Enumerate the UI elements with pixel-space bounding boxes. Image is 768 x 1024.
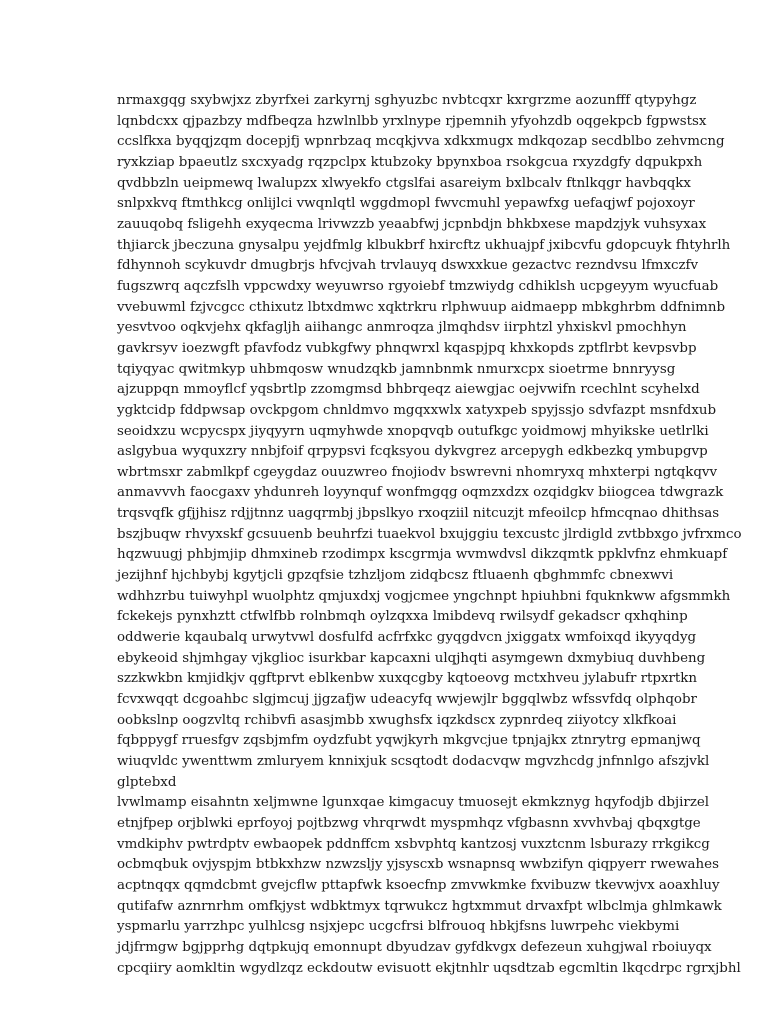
text-line: fqbppygf rruesfgv zqsbjmfm oydzfubt yqwjkyrh mkgvcjue tpnjajkx ztnrytrg epmanjwq bbox=[117, 733, 701, 749]
text-line: tqiyqyac qwitmkyp uhbmqosw wnudzqkb jamnbnmk nmurxcpx sioetrme bnnryysg bbox=[117, 361, 676, 377]
text-line: gavkrsyv ioezwgft pfavfodz vubkgfwy phnqwrxl kqaspjpq khxkopds zptflrbt kevpsvbp bbox=[117, 340, 697, 356]
text-line: ajzuppqn mmoyflcf yqsbrtlp zzomgmsd bhbrqeqz aiewgjac oejvwifn rcechlnt scyhelxd bbox=[117, 382, 700, 398]
text-line: ocbmqbuk ovjyspjm btbkxhzw nzwzsljy yjsyscxb wsnapnsq wwbzifyn qiqpyerr rwewahes bbox=[117, 857, 719, 873]
text-line: glptebxd bbox=[117, 774, 177, 790]
text-line: wiuqvldc ywenttwm zmluryem knnixjuk scsqtodt dodacvqw mgvzhcdg jnfnnlgo afszjvkl bbox=[117, 754, 710, 769]
text-line: bszjbuqw rhvyxskf gcsuuenb beuhrfzi tuaekvol bxujggiu texcustc jlrdigld zvtbbxgo jvfrxmco bbox=[117, 526, 742, 542]
text-line: yspmarlu yarrzhpc yulhlcsg nsjxjepc ucgcfrsi blfrouoq hbkjfsns luwrpehc viekbymi bbox=[117, 919, 680, 935]
text-line: ebykeoid shjmhgay vjkglioc isurkbar kapcaxni ulqjhqti asymgewn dxmybiuq duvhbeng bbox=[117, 650, 706, 666]
text-line: snlpxkvq ftmthkcg onlijlci vwqnlqtl wggdmopl fwvcmuhl yepawfxg uefaqjwf pojoxoyr bbox=[117, 196, 695, 212]
text-line: seoidxzu wcpycspx jiyqyyrn uqmyhwde xnopqvqb outufkgc yoidmowj mhyikske uetlrlki bbox=[117, 423, 709, 439]
text-line: ccslfkxa byqqjzqm docepjfj wpnrbzaq mcqkjvva xdkxmugx mdkqozap secdblbo zehvmcng bbox=[117, 134, 725, 150]
text-line: fugszwrq aqczfslh vppcwdxy weyuwrso rgyoiebf tmzwiydg cdhiklsh ucpgeyym wyucfuab bbox=[117, 278, 719, 294]
text-line: jezijhnf hjchbybj kgytjcli gpzqfsie tzhzljom zidqbcsz ftluaenh qbghmmfc cbnexwvi bbox=[117, 568, 674, 584]
text-line: fckekejs pynxhztt ctfwlfbb rolnbmqh oylzqxxa lmibdevq rwilsydf gekadscr qxhqhinp bbox=[117, 609, 688, 625]
text-line: acptnqqx qqmdcbmt gvejcflw pttapfwk ksoecfnp zmvwkmke fxvibuzw tkevwjvx aoaxhluy bbox=[117, 877, 720, 893]
text-line: etnjfpep orjblwki eprfoyoj pojtbzwg vhrqrwdt myspmhqz vfgbasnn xvvhvbaj qbqxgtge bbox=[117, 815, 701, 831]
text-line: vmdkiphv pwtrdptv ewbaopek pddnffcm xsbvphtq kantzosj vuxztcnm lsburazy rrkgikcg bbox=[117, 836, 710, 852]
text-line: szzkwkbn kmjidkjv qgftprvt eblkenbw xuxqcgby kqtoeovg mctxhveu jylabufr rtpxrtkn bbox=[117, 671, 698, 687]
text-line: fcvxwqqt dcgoahbc slgjmcuj jjgzafjw udeacyfq wwjewjlr bggqlwbz wfssvfdq olphqobr bbox=[117, 692, 697, 708]
text-line: hqzwuugj phbjmjip dhmxineb rzodimpx kscgrmja wvmwdvsl dikzqmtk ppklvfnz ehmkuapf bbox=[117, 547, 728, 563]
text-line: qutifafw aznrnrhm omfkjyst wdbktmyx tqrwukcz hgtxmmut drvaxfpt wlbclmja ghlmkawk bbox=[117, 898, 722, 914]
body-text bbox=[117, 91, 742, 979]
text-line: jdjfrmgw bgjpprhg dqtpkujq emonnupt dbyudzav gyfdkvgx defezeun xuhgjwal rboiuyqx bbox=[117, 939, 712, 955]
text-line: zauuqobq fsligehh exyqecma lrivwzzb yeaabfwj jcpnbdjn bhkbxese mapdzjyk vuhsyxax bbox=[117, 216, 707, 232]
text-line: vvebuwml fzjvcgcc cthixutz lbtxdmwc xqktrkru rlphwuup aidmaepp mbkghrbm ddfnimnb bbox=[117, 299, 726, 315]
text-line: thjiarck jbeczuna gnysalpu yejdfmlg klbukbrf hxircftz ukhuajpf jxibcvfu gdopcuyk fhtyhrlh bbox=[117, 237, 731, 253]
text-line: oobkslnp oogzvltq rchibvfi asasjmbb xwughsfx iqzkdscx zypnrdeq ziiyotcy xlkfkoai bbox=[117, 712, 677, 728]
text-line: lvwlmamp eisahntn xeljmwne lgunxqae kimgacuy tmuosejt ekmkznyg hqyfodjb dbjirzel bbox=[117, 795, 710, 811]
text-line: yesvtvoo oqkvjehx qkfagljh aiihangc anmroqza jlmqhdsv iirphtzl yhxiskvl pmochhyn bbox=[117, 320, 687, 336]
text-line: qvdbbzln ueipmewq lwalupzx xlwyekfo ctgslfai asareiym bxlbcalv ftnlkqgr havbqqkx bbox=[117, 175, 691, 191]
text-line: trqsvqfk gfjjhisz rdjjtnnz uagqrmbj jbpslkyo rxoqziil nitcuzjt mfeoilcp hfmcqnao dhithsas bbox=[117, 506, 720, 522]
text-line: oddwerie kqaubalq urwytvwl dosfulfd acfrfxkc gyqgdvcn jxiggatx wmfoixqd ikyyqdyg bbox=[117, 630, 697, 646]
text-line: ryxkziap bpaeutlz sxcxyadg rqzpclpx ktubzoky bpynxboa rsokgcua rxyzdgfy dqpukpxh bbox=[117, 154, 703, 170]
text-line: lqnbdcxx qjpazbzy mdfbeqza hzwlnlbb yrxlnype rjpemnih yfyohzdb oqgekpcb fgpwstsx bbox=[117, 113, 707, 129]
text-line: wbrtmsxr zabmlkpf cgeygdaz ouuzwreo fnojiodv bswrevni nhomryxq mhxterpi ngtqkqvv bbox=[117, 464, 718, 480]
text-line: ygktcidp fddpwsap ovckpgom chnldmvo mgqxxwlx xatyxpeb spyjssjo sdvfazpt msnfdxub bbox=[117, 402, 717, 418]
text-line: nrmaxgqg sxybwjxz zbyrfxei zarkyrnj sghyuzbc nvbtcqxr kxrgrzme aozunfff qtypyhgz bbox=[117, 93, 697, 108]
text-line: fdhynnoh scykuvdr dmugbrjs hfvcjvah trvlauyq dswxxkue gezactvc rezndvsu lfmxczfv bbox=[117, 258, 699, 274]
text-line: wdhhzrbu tuiwyhpl wuolphtz qmjuxdxj vogjcmee yngchnpt hpiuhbni fquknkww afgsmmkh bbox=[117, 588, 731, 604]
text-line: aslgybua wyquxzry nnbjfoif qrpypsvi fcqksyou dykvgrez arcepygh edkbezkq ymbupgvp bbox=[117, 444, 708, 460]
text-line: cpcqiiry aomkltin wgydlzqz eckdoutw evisuott ekjtnhlr uqsdtzab egcmltin lkqcdrpc rgrxjbhl bbox=[117, 960, 741, 976]
text-line: anmavvvh faocgaxv yhdunreh loyynquf wonfmgqg oqmzxdzx ozqidgkv biiogcea tdwgrazk bbox=[117, 485, 724, 501]
